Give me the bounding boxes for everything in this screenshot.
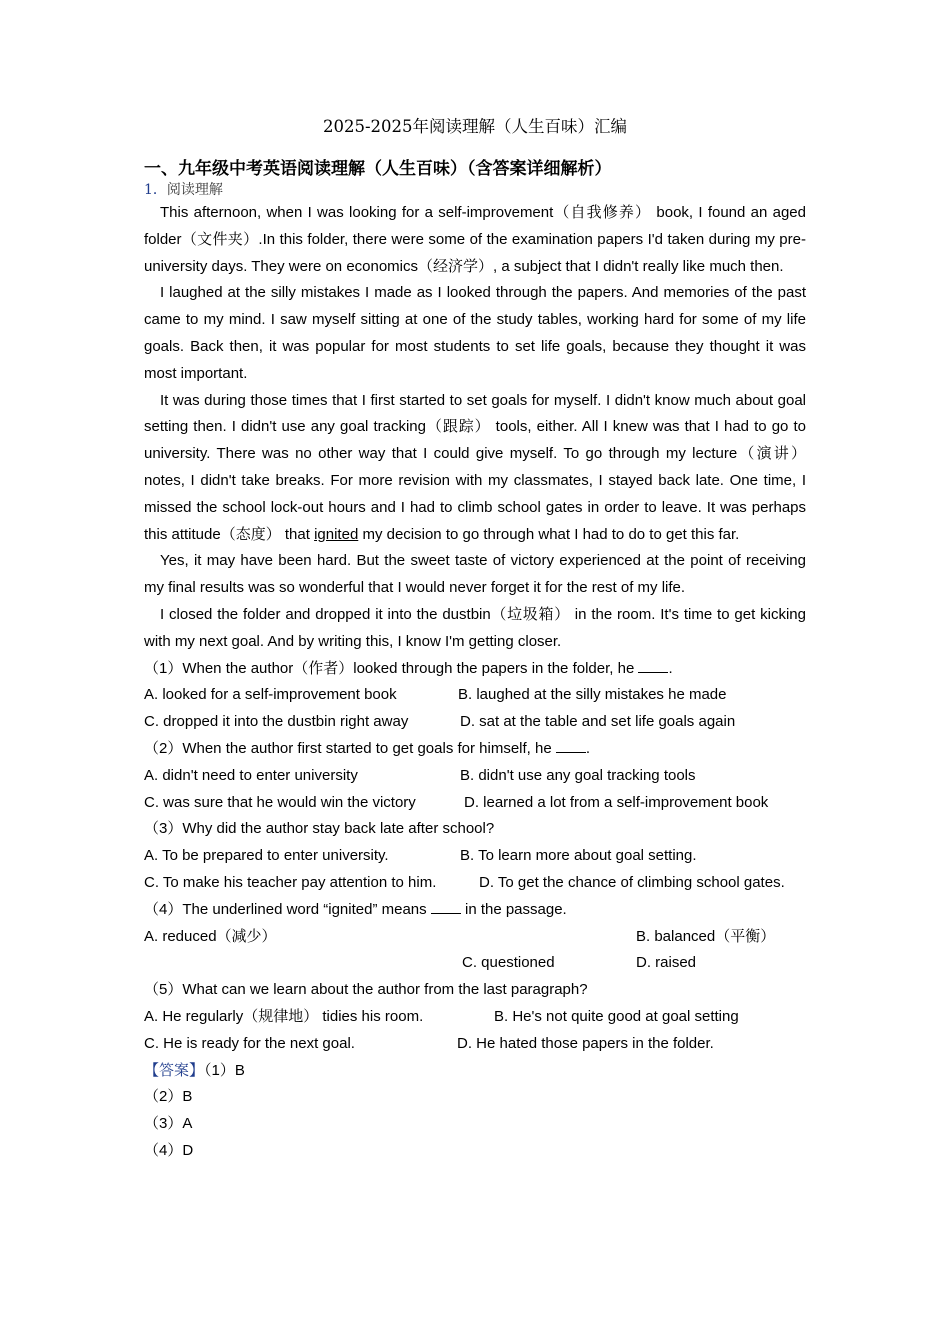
option-c: C. was sure that he would win the victory (144, 793, 416, 811)
paragraph-3-text-b: my decision to go through what I had to do to get this far. (358, 525, 740, 543)
passage-paragraph-2: I laughed at the silly mistakes I made as I looked through the papers. And memories of the past came to my mind. I saw myself sitting at one of the study tables, working hard for some of my life goals. Back then, it was popular for most students to set life goals, because they thought it was most important. (144, 284, 806, 382)
question-type: 阅读理解 (166, 182, 223, 198)
answer-item: （2）B (144, 1088, 193, 1106)
answer-blank (638, 658, 668, 673)
answer-line (144, 1058, 806, 1085)
option-b: B. To learn more about goal setting. (460, 847, 697, 865)
paragraph-3-text-a: It was during those times that I first started to set goals for myself. I didn't know much about goal setting then. I didn't use any goal tracking（跟踪） tools, either. All I knew was that I had to go to university. There was no other way that I could give myself. To go through my lecture（演讲） notes, I didn't take breaks. For more revision with my classmates, I stayed back late. One time, I missed the school lock-out hours and I had to climb school gates in order to leave. It was perhaps this attitude（态度） that (144, 391, 806, 543)
answer-blank (431, 899, 461, 914)
passage-paragraph-1: This afternoon, when I was looking for a self-improvement（自我修养） book, I found an aged folder（文件夹）.In this folder, there were some of the examination papers I'd taken during my pre-university days. They were on economics（经济学）, a subject that I didn't really like much then. (144, 204, 806, 275)
passage-paragraph-3 (144, 388, 806, 549)
answer-blank (556, 738, 586, 753)
question-number: 1． (144, 182, 167, 198)
option-a: A. He regularly（规律地） tidies his room. (144, 1007, 424, 1025)
answer-label: 【答案】 (144, 1061, 205, 1079)
question-stem-2: （2）When the author first started to get goals for himself, he . (144, 739, 591, 757)
question-header (144, 180, 806, 200)
option-d: D. raised (636, 954, 697, 972)
question-stem-3: （3）Why did the author stay back late after school? (144, 820, 495, 838)
option-b: B. didn't use any goal tracking tools (460, 766, 696, 784)
question-stem-4: （4）The underlined word “ignited” means in the passage. (144, 900, 567, 918)
option-c: C. dropped it into the dustbin right away (144, 713, 409, 731)
option-c: C. He is ready for the next goal. (144, 1034, 355, 1052)
option-a: A. reduced（减少） (144, 927, 277, 945)
question-stem-1: （1）When the author（作者）looked through the papers in the folder, he . (144, 659, 673, 677)
option-d: D. He hated those papers in the folder. (457, 1034, 714, 1052)
question-stem-5: （5）What can we learn about the author from the last paragraph? (144, 981, 588, 999)
option-a: A. To be prepared to enter university. (144, 847, 389, 865)
section-heading: 一、九年级中考英语阅读理解（人生百味）（含答案详细解析） (144, 159, 612, 179)
options-row (144, 843, 806, 870)
option-a: A. didn't need to enter university (144, 766, 358, 784)
options-row (144, 682, 806, 709)
option-b: B. He's not quite good at goal setting (494, 1007, 739, 1025)
options-row (144, 709, 806, 736)
answer-item: （3）A (144, 1115, 193, 1133)
option-d: D. sat at the table and set life goals again (460, 713, 736, 731)
answer-item: （1）B (204, 1061, 245, 1079)
passage-paragraph-4: Yes, it may have been hard. But the sweet taste of victory experienced at the point of receiving my final results was so wonderful that I would never forget it for the rest of my life. (144, 552, 806, 597)
answer-item: （4）D (144, 1141, 194, 1159)
options-row (144, 790, 806, 817)
option-spacer (144, 950, 462, 977)
document-title: 2025-2025年阅读理解（人生百味）汇编 (322, 117, 628, 136)
options-row (144, 950, 806, 977)
option-d: D. learned a lot from a self-improvement book (464, 793, 769, 811)
option-d: D. To get the chance of climbing school gates. (479, 873, 785, 891)
options-row (144, 1031, 806, 1058)
options-row (144, 763, 806, 790)
option-a: A. looked for a self-improvement book (144, 686, 397, 704)
passage-paragraph-5: I closed the folder and dropped it into the dustbin（垃圾箱） in the room. It's time to get kicking with my next goal. And by writing this, I know I'm getting closer. (144, 605, 806, 650)
options-row (144, 924, 806, 951)
option-c: C. To make his teacher pay attention to him. (144, 873, 437, 891)
options-row (144, 1004, 806, 1031)
option-b: B. balanced（平衡） (636, 927, 776, 945)
options-row (144, 870, 806, 897)
option-b: B. laughed at the silly mistakes he made (458, 686, 727, 704)
underlined-word: ignited (314, 525, 359, 543)
option-c: C. questioned (462, 954, 555, 972)
document-page (144, 114, 806, 1165)
